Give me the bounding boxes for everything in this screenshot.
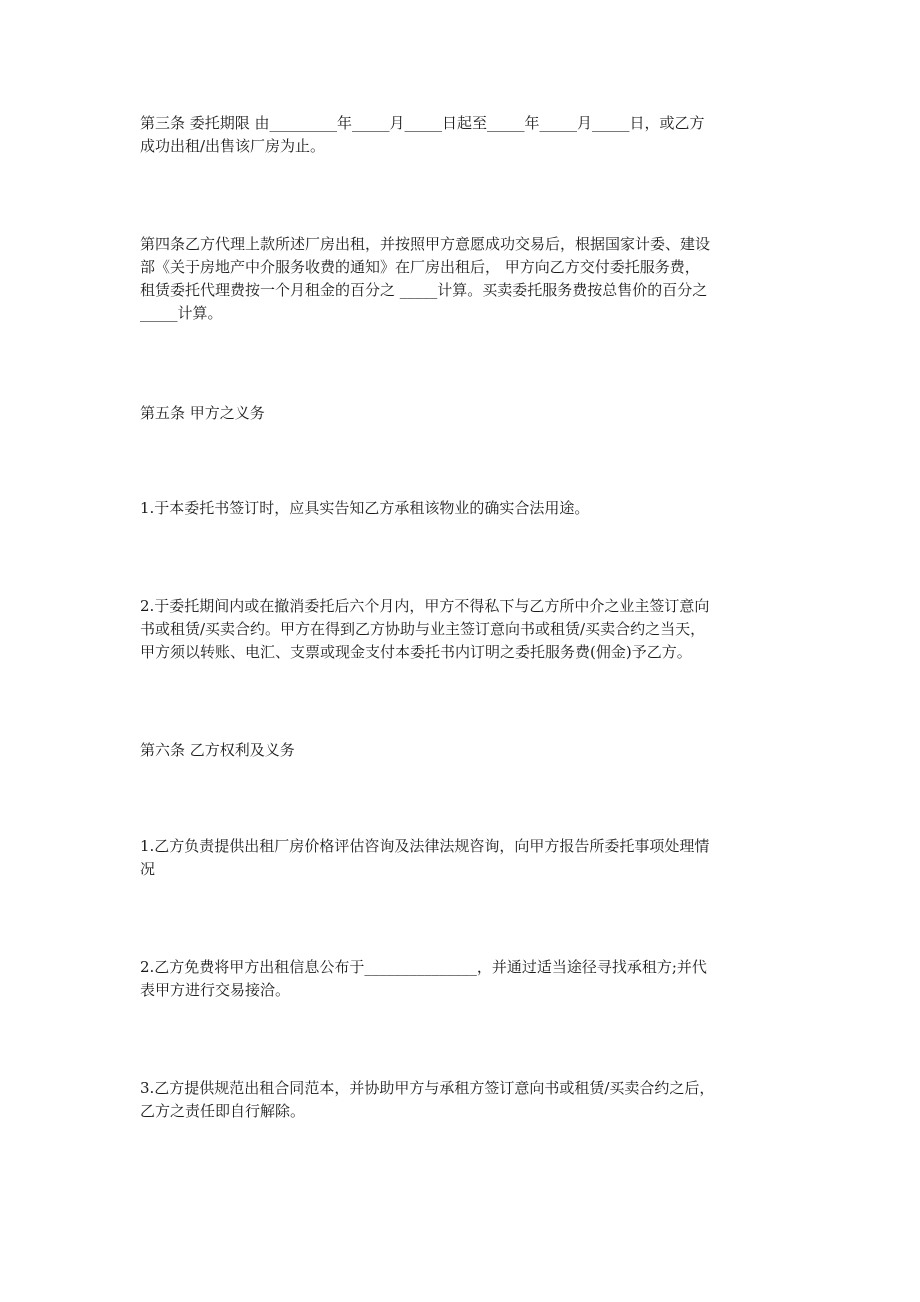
article-6-item-3 (140, 1077, 785, 1123)
article-4-line-3: 租赁委托代理费按一个月租金的百分之 _____计算。买卖委托服务费按总售价的百分之 (140, 281, 708, 299)
article-5-heading (140, 402, 785, 425)
article-6-item-1-line-1: 1.乙方负责提供出租厂房价格评估咨询及法律法规咨询，向甲方报告所委托事项处理情 (140, 837, 710, 855)
article-6-heading (140, 739, 785, 762)
article-3-line-1: 第三条 委托期限 由_________年_____月_____日起至_____年_____月_____日，或乙方 (140, 114, 705, 132)
article-6-item-2 (140, 956, 785, 1002)
article-6-item-3-line-1: 3.乙方提供规范出租合同范本，并协助甲方与承租方签订意向书或租赁/买卖合约之后， (140, 1079, 715, 1097)
article-5-item-2-line-3: 甲方须以转账、电汇、支票或现金支付本委托书内订明之委托服务费(佣金)予乙方。 (140, 643, 692, 661)
article-5-item-2-line-1: 2.于委托期间内或在撤消委托后六个月内，甲方不得私下与乙方所中介之业主签订意向 (140, 597, 710, 615)
article-3-paragraph (140, 112, 785, 158)
article-4-line-1: 第四条乙方代理上款所述厂房出租，并按照甲方意愿成功交易后，根据国家计委、建设 (140, 235, 711, 253)
article-5-item-1-line-1: 1.于本委托书签订时，应具实告知乙方承租该物业的确实合法用途。 (140, 499, 590, 517)
article-5-heading-text: 第五条 甲方之义务 (140, 404, 265, 422)
article-6-item-3-line-2: 乙方之责任即自行解除。 (140, 1102, 306, 1120)
article-6-item-2-line-1: 2.乙方免费将甲方出租信息公布于_______________，并通过适当途径寻找承租方;并代 (140, 958, 707, 976)
article-6-heading-text: 第六条 乙方权利及义务 (140, 741, 295, 759)
article-6-item-1 (140, 835, 785, 881)
article-4-paragraph (140, 233, 785, 325)
article-5-item-2-line-2: 书或租赁/买卖合约。甲方在得到乙方协助与业主签订意向书或租赁/买卖合约之当天， (140, 620, 706, 638)
article-5-item-2 (140, 595, 785, 664)
article-6-item-2-line-2: 表甲方进行交易接洽。 (140, 981, 291, 999)
article-5-item-1 (140, 497, 785, 520)
article-4-line-4: _____计算。 (140, 304, 223, 322)
article-6-item-1-line-2: 况 (140, 860, 156, 878)
article-4-line-2: 部《关于房地产中介服务收费的通知》在厂房出租后， 甲方向乙方交付委托服务费， (140, 258, 700, 276)
article-3-line-2: 成功出租/出售该厂房为止。 (140, 137, 326, 155)
